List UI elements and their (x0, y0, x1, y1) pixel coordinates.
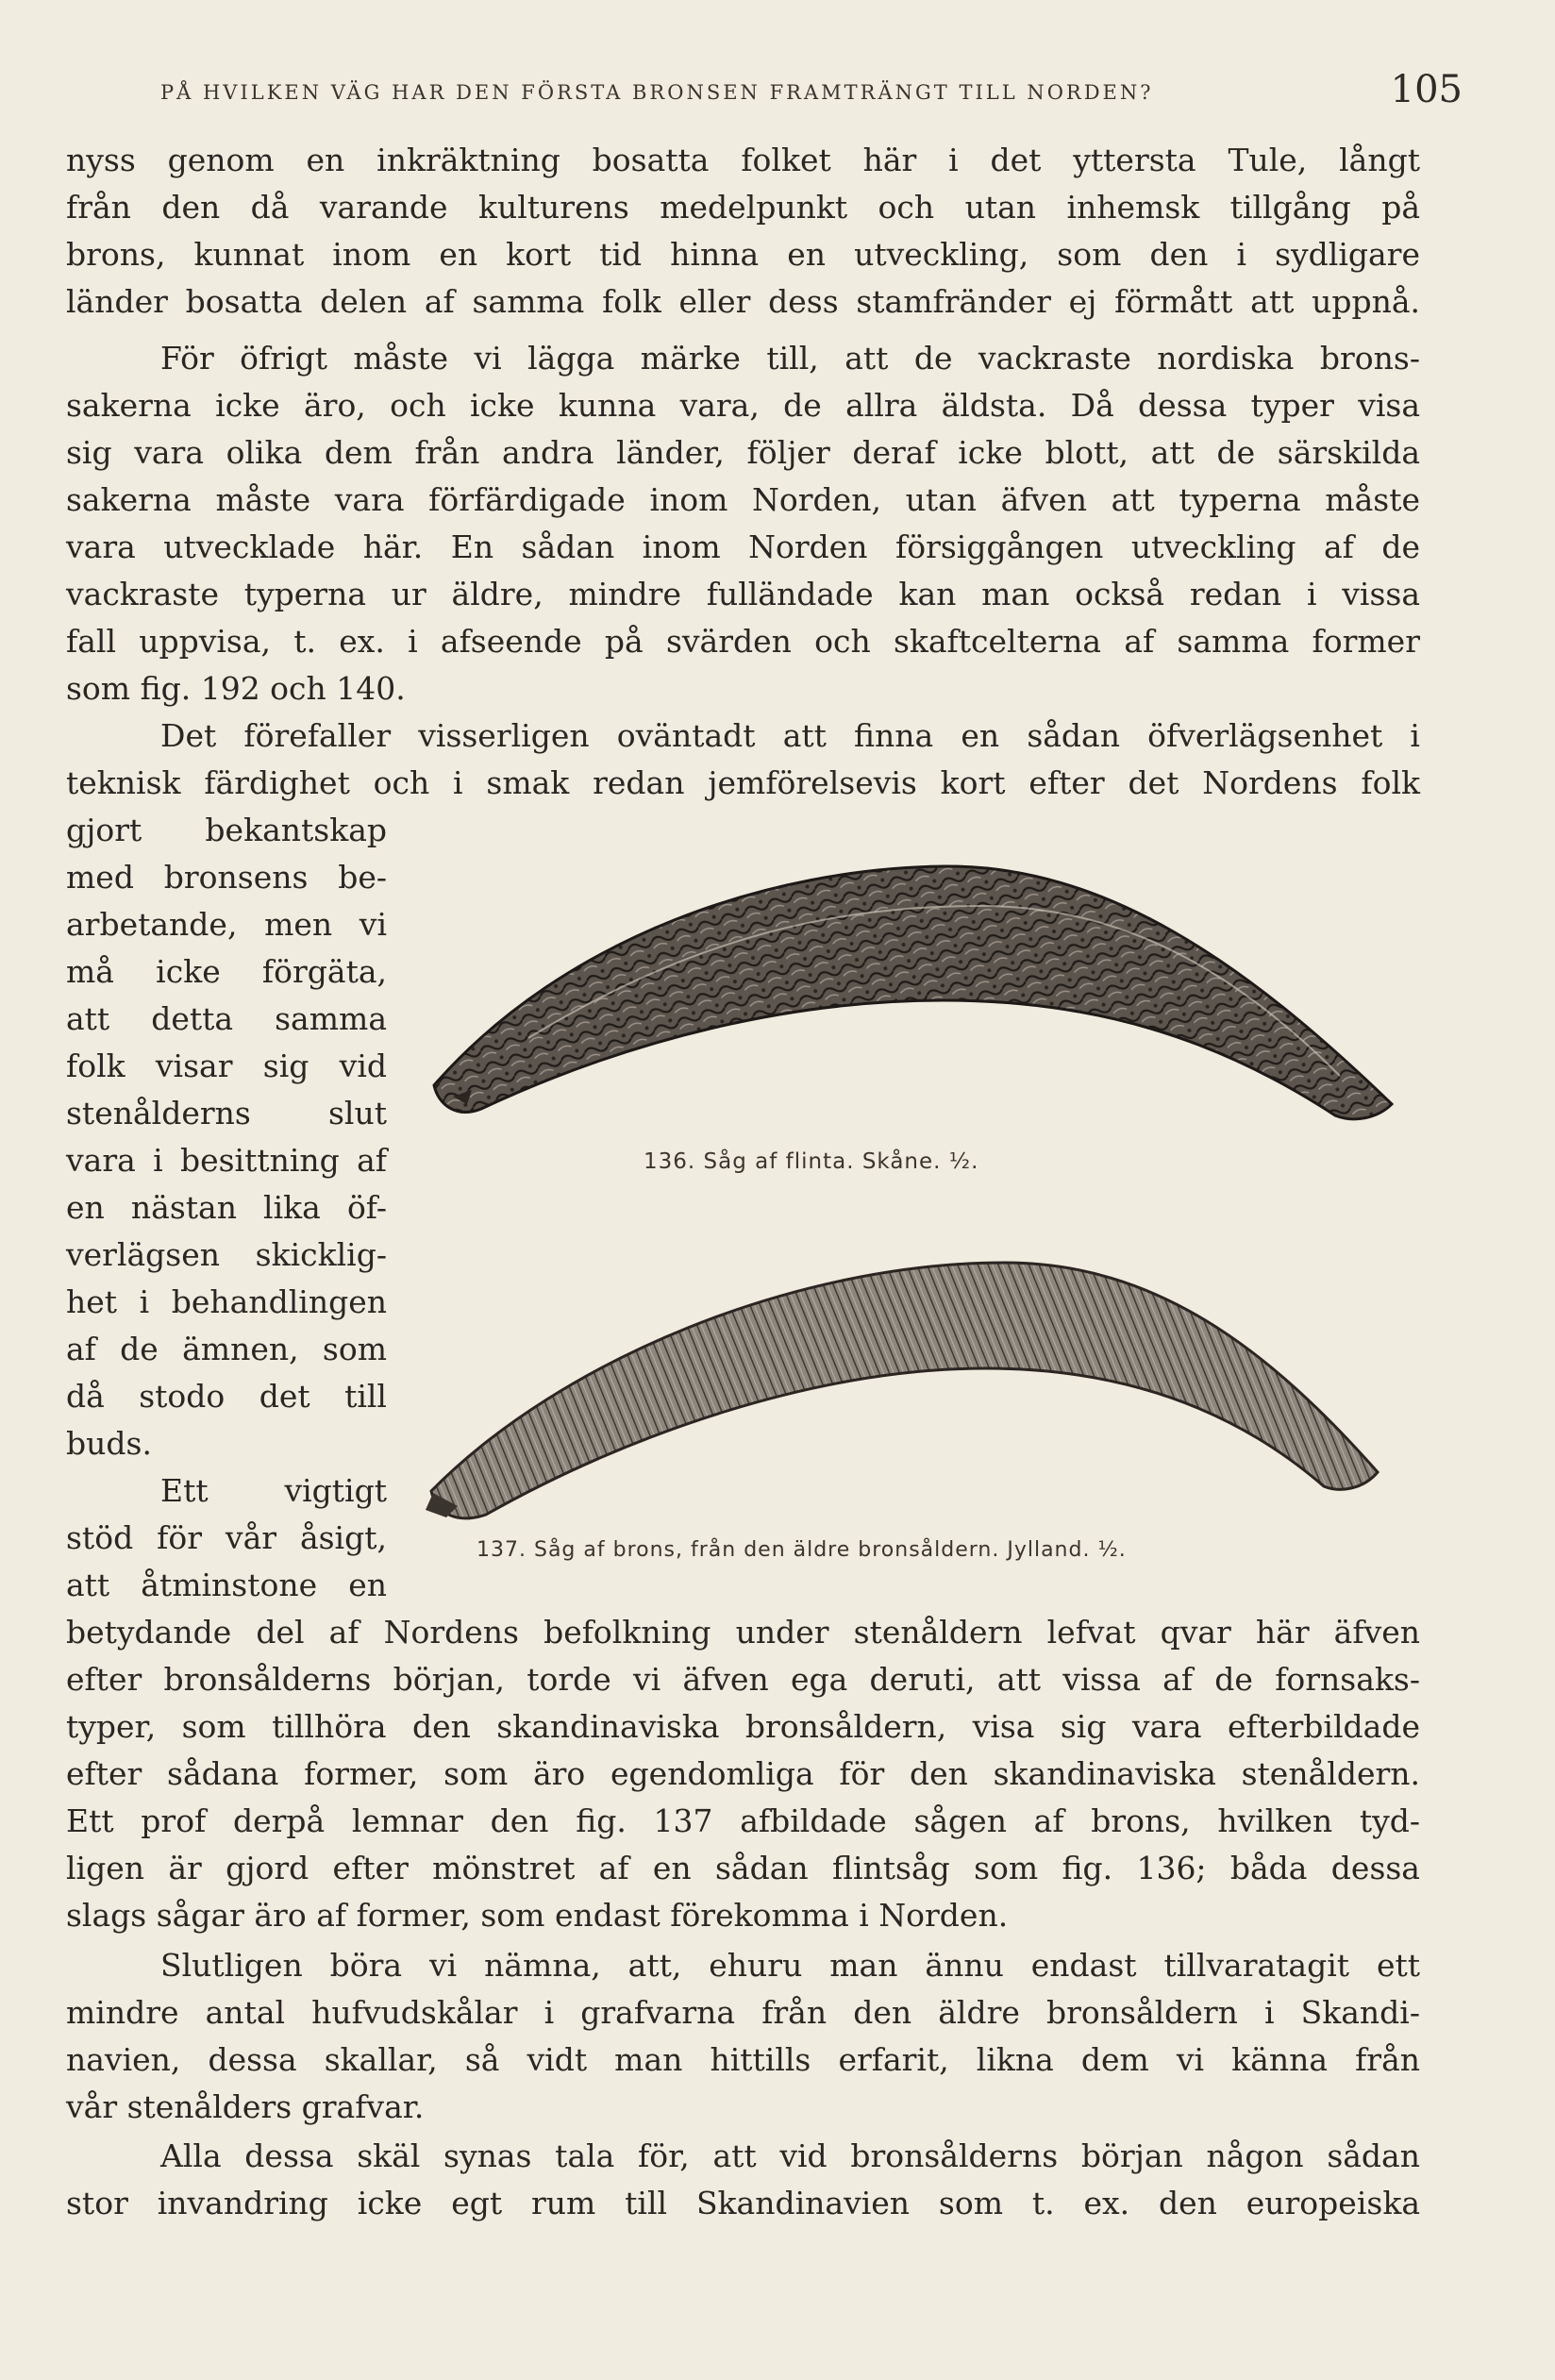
text-line: slags sågar äro af former, som endast förekomma i Norden. (66, 1897, 1009, 1934)
text-line: att åtminstone en (66, 1567, 387, 1603)
text-line: brons, kunnat inom en kort tid hinna en utveckling, som den i sydligare (66, 236, 1420, 273)
text-line: fall uppvisa, t. ex. i afseende på svärden och skaftcelterna af samma former (66, 623, 1420, 660)
text-line: Det förefaller visserligen oväntadt att finna en sådan öfverlägsenhet i (160, 717, 1420, 754)
text-line: länder bosatta delen af samma folk eller dess stamfränder ej förmått att uppnå. (66, 283, 1420, 320)
text-line: verlägsen skicklig- (66, 1236, 387, 1273)
text-line: af de ämnen, som (66, 1331, 387, 1367)
text-line: arbetande, men vi (66, 906, 387, 943)
text-line: nyss genom en inkräktning bosatta folket här i det yttersta Tule, långt (66, 142, 1420, 178)
text-line: en nästan lika öf- (66, 1189, 387, 1226)
bronze-saw-illustration (420, 1246, 1392, 1529)
text-line: buds. (66, 1425, 152, 1462)
text-line: då stodo det till (66, 1378, 387, 1415)
text-line: stenålderns slut (66, 1095, 387, 1131)
text-line: För öfrigt måste vi lägga märke till, att de vackraste nordiska brons- (160, 340, 1420, 377)
text-line: gjort bekantskap (66, 812, 387, 848)
text-line: typer, som tillhöra den skandinaviska bronsåldern, visa sig vara efterbildade (66, 1708, 1420, 1745)
page-header (66, 68, 1463, 115)
figure-136-caption: 136. Såg af flinta. Skåne. ½. (644, 1149, 979, 1174)
text-line: teknisk färdighet och i smak redan jemförelsevis kort efter det Nordens folk (66, 764, 1420, 801)
text-line: ligen är gjord efter mönstret af en sådan flintsåg som fig. 136; båda dessa (66, 1850, 1420, 1886)
text-line: het i behandlingen (66, 1283, 387, 1320)
text-line: må icke förgäta, (66, 953, 387, 990)
text-line: vackraste typerna ur äldre, mindre fulländade kan man också redan i vissa (66, 576, 1420, 612)
text-line: som fig. 192 och 140. (66, 670, 406, 707)
text-line: efter sådana former, som äro egendomliga för den skandinaviska stenåldern. (66, 1755, 1420, 1792)
text-line: navien, dessa skallar, så vidt man hittills erfarit, likna dem vi känna från (66, 2041, 1420, 2078)
figure-137-caption: 137. Såg af brons, från den äldre bronsåldern. Jylland. ½. (477, 1538, 1127, 1562)
text-line: vår stenålders grafvar. (66, 2088, 425, 2125)
text-line: Ett vigtigt (160, 1472, 387, 1509)
text-line: mindre antal hufvudskålar i grafvarna från den äldre bronsåldern i Skandi- (66, 1994, 1420, 2031)
text-line: folk visar sig vid (66, 1048, 387, 1084)
text-line: betydande del af Nordens befolkning under stenåldern lefvat qvar här äfven (66, 1614, 1420, 1651)
text-line: sakerna måste vara förfärdigade inom Norden, utan äfven att typerna måste (66, 481, 1420, 518)
text-line: stöd för vår åsigt, (66, 1519, 387, 1556)
text-line: sakerna icke äro, och icke kunna vara, de allra äldsta. Då dessa typer visa (66, 387, 1420, 424)
text-line: vara i besittning af (66, 1142, 387, 1179)
text-line: Slutligen böra vi nämna, att, ehuru man ännu endast tillvaratagit ett (160, 1947, 1420, 1984)
text-line: vara utvecklade här. En sådan inom Norden försiggången utveckling af de (66, 528, 1420, 565)
text-line: efter bronsålderns början, torde vi äfven ega deruti, att vissa af de fornsaks- (66, 1661, 1420, 1698)
page-number: 105 (1390, 68, 1463, 111)
text-line: att detta samma (66, 1000, 387, 1037)
text-line: Alla dessa skäl synas tala för, att vid bronsålderns början någon sådan (160, 2137, 1420, 2174)
text-line: sig vara olika dem från andra länder, följer deraf icke blott, att de särskilda (66, 434, 1420, 471)
flint-saw-illustration (415, 849, 1406, 1132)
text-line: från den då varande kulturens medelpunkt och utan inhemsk tillgång på (66, 189, 1420, 226)
text-line: med bronsens be- (66, 859, 387, 896)
text-line: Ett prof derpå lemnar den fig. 137 afbildade sågen af brons, hvilken tyd- (66, 1802, 1420, 1839)
text-line: stor invandring icke egt rum till Skandinavien som t. ex. den europeiska (66, 2185, 1420, 2221)
running-title: PÅ HVILKEN VÄG HAR DEN FÖRSTA BRONSEN FRAMTRÄNGT TILL NORDEN? (160, 81, 1154, 104)
